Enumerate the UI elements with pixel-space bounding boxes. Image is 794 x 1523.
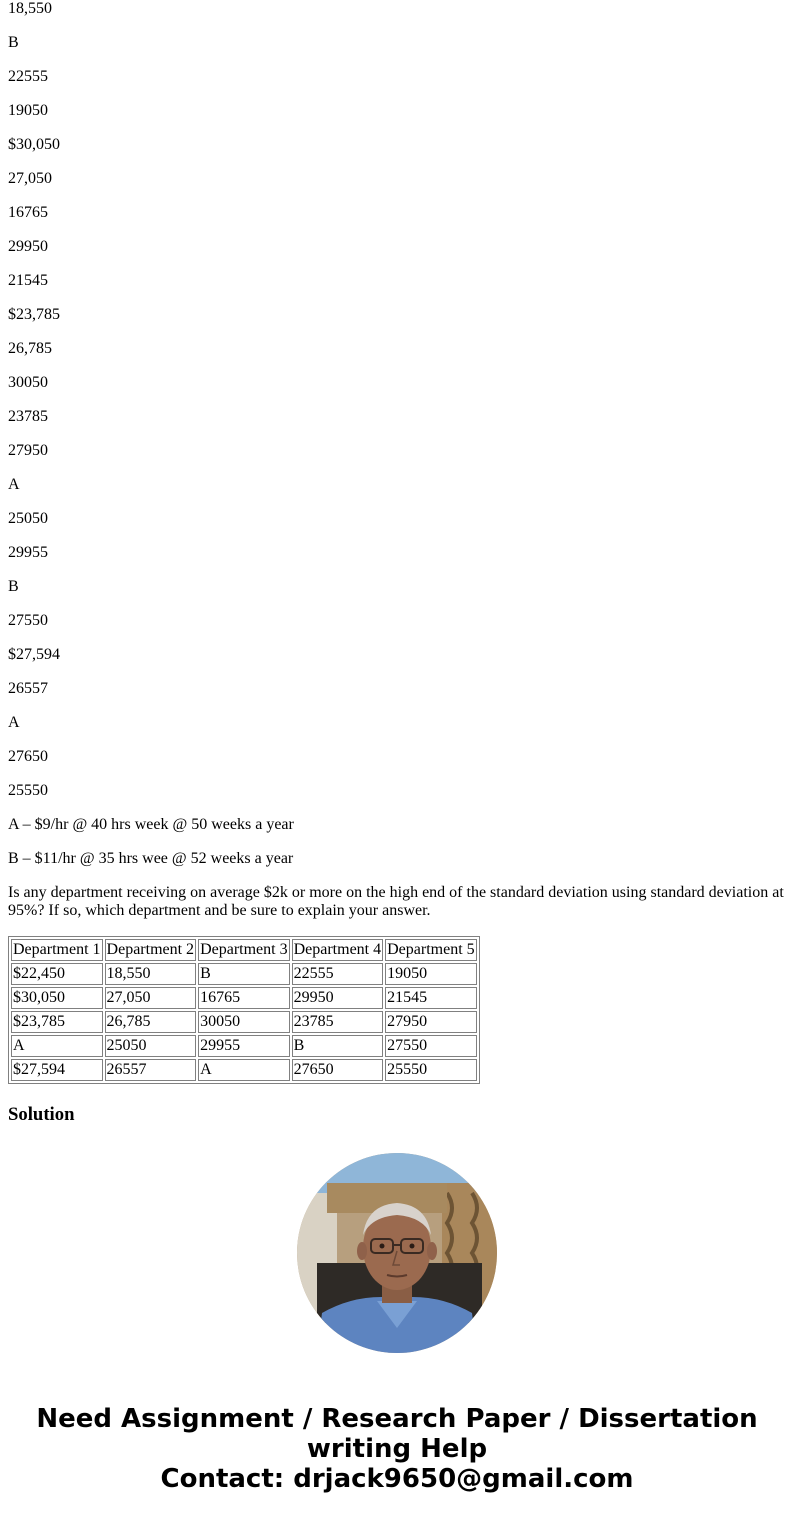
table-cell: Department 5 bbox=[385, 939, 477, 961]
table-cell: Department 1 bbox=[11, 939, 103, 961]
table-cell: 25050 bbox=[105, 1035, 197, 1057]
table-cell: 27650 bbox=[292, 1059, 384, 1081]
paragraph: $27,594 bbox=[8, 646, 60, 663]
table-cell: 29955 bbox=[198, 1035, 290, 1057]
paragraph: 21545 bbox=[8, 272, 48, 289]
table-row bbox=[11, 1035, 477, 1057]
paragraph: $23,785 bbox=[8, 306, 60, 323]
table-cell: 26557 bbox=[105, 1059, 197, 1081]
table-cell: 18,550 bbox=[105, 963, 197, 985]
paragraph: 16765 bbox=[8, 204, 48, 221]
paragraph: 22555 bbox=[8, 68, 48, 85]
paragraph: 18,550 bbox=[8, 0, 52, 17]
table-cell: 21545 bbox=[385, 987, 477, 1009]
table-cell: A bbox=[198, 1059, 290, 1081]
table-cell: B bbox=[198, 963, 290, 985]
table-cell: 16765 bbox=[198, 987, 290, 1009]
table-row bbox=[11, 987, 477, 1009]
paragraph: 29950 bbox=[8, 238, 48, 255]
paragraph: 30050 bbox=[8, 374, 48, 391]
paragraph: B bbox=[8, 578, 19, 595]
department-table bbox=[8, 936, 480, 1084]
paragraph: 25550 bbox=[8, 782, 48, 799]
table-cell: 27,050 bbox=[105, 987, 197, 1009]
table-cell: Department 4 bbox=[292, 939, 384, 961]
paragraph: $30,050 bbox=[8, 136, 60, 153]
table-cell: 30050 bbox=[198, 1011, 290, 1033]
promo-line-2: writing Help bbox=[306, 1434, 488, 1464]
paragraph: 19050 bbox=[8, 102, 48, 119]
table-cell: B bbox=[292, 1035, 384, 1057]
paragraph: 27550 bbox=[8, 612, 48, 629]
paragraph: 23785 bbox=[8, 408, 48, 425]
paragraph: A bbox=[8, 476, 20, 493]
table-cell: 19050 bbox=[385, 963, 477, 985]
table-cell: Department 2 bbox=[105, 939, 197, 961]
document-body bbox=[8, 0, 786, 1126]
paragraph: 26,785 bbox=[8, 340, 52, 357]
table-cell: 25550 bbox=[385, 1059, 477, 1081]
avatar-portrait-image bbox=[297, 1153, 497, 1353]
paragraph: 26557 bbox=[8, 680, 48, 697]
table-header-row bbox=[11, 939, 477, 961]
table-cell: 27550 bbox=[385, 1035, 477, 1057]
table-cell: $22,450 bbox=[11, 963, 103, 985]
paragraph: 25050 bbox=[8, 510, 48, 527]
paragraph: 27950 bbox=[8, 442, 48, 459]
table-cell: $27,594 bbox=[11, 1059, 103, 1081]
table-cell: $23,785 bbox=[11, 1011, 103, 1033]
solution-heading: Solution bbox=[8, 1104, 75, 1125]
table-row bbox=[11, 1011, 477, 1033]
paragraph: B bbox=[8, 34, 19, 51]
table-cell: 29950 bbox=[292, 987, 384, 1009]
table-cell: A bbox=[11, 1035, 103, 1057]
wage-note-b: B – $11/hr @ 35 hrs wee @ 52 weeks a year bbox=[8, 850, 294, 867]
question-text: Is any department receiving on average $2k or more on the high end of the standard deviation using standard deviation at 95%? If so, which department and be sure to explain your answer. bbox=[8, 884, 784, 919]
promo-line-1: Need Assignment / Research Paper / Dissertation bbox=[36, 1404, 758, 1434]
table-cell: 23785 bbox=[292, 1011, 384, 1033]
paragraph: A bbox=[8, 714, 20, 731]
table-cell: $30,050 bbox=[11, 987, 103, 1009]
table-cell: Department 3 bbox=[198, 939, 290, 961]
wage-note-a: A – $9/hr @ 40 hrs week @ 50 weeks a year bbox=[8, 816, 294, 833]
promo-banner bbox=[0, 1404, 794, 1494]
table-cell: 26,785 bbox=[105, 1011, 197, 1033]
paragraph: 29955 bbox=[8, 544, 48, 561]
promo-contact: Contact: drjack9650@gmail.com bbox=[160, 1464, 634, 1494]
paragraph: 27,050 bbox=[8, 170, 52, 187]
table-row bbox=[11, 963, 477, 985]
table-cell: 22555 bbox=[292, 963, 384, 985]
table-row bbox=[11, 1059, 477, 1081]
author-avatar bbox=[297, 1153, 497, 1353]
table-cell: 27950 bbox=[385, 1011, 477, 1033]
paragraph: 27650 bbox=[8, 748, 48, 765]
